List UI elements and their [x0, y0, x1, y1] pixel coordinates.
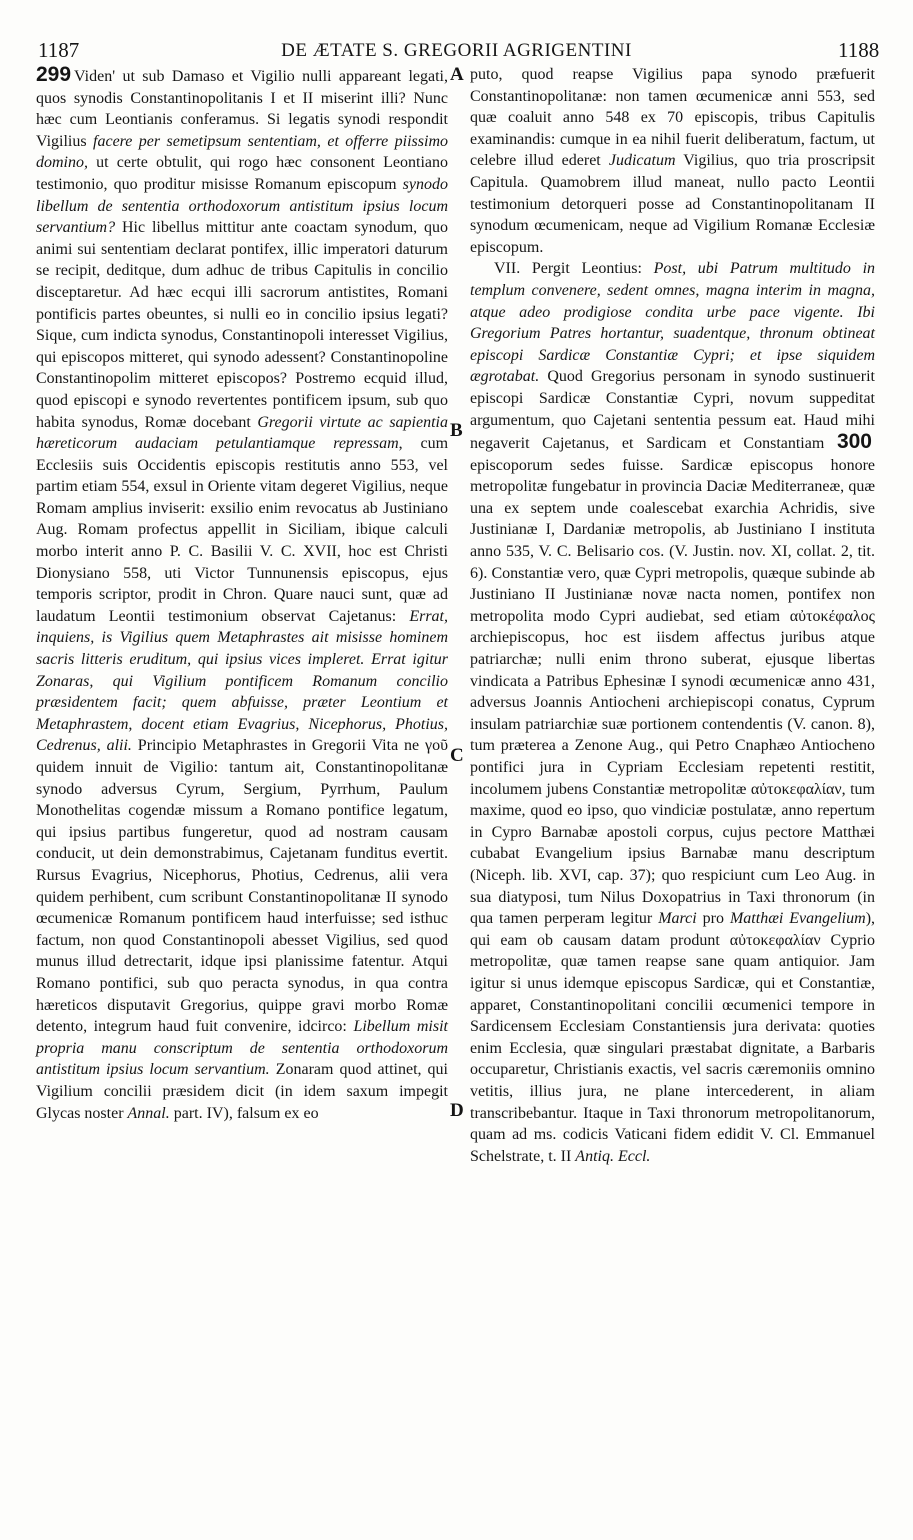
margin-label-b: B: [450, 420, 463, 441]
left-page-number: 1187: [38, 38, 80, 62]
italic-title: Judicatum: [608, 152, 676, 170]
italic-quote: Errat, inquiens, is Vigilius quem Metaphrastes ait misisse hominem sacris litteris eruditum, qui ipsius vices impleret. Errat igitur Zonaras, qui Vigilium pontificem Romanum concilio præsidentem facit; quem abfuisse, præter Leontium et Metaphrastem, docent etiam Evagrius, Nicephorus, Photius, Cedrenus, alii.: [36, 607, 448, 755]
right-paragraph-2: [470, 258, 875, 1167]
right-paragraph-1: [470, 64, 875, 258]
italic-quote: Libellum misit propria manu conscriptum de sententia orthodoxorum antistitum ipsius locum servantium.: [36, 1018, 448, 1079]
text-run: Principio Metaphrastes in Gregorii Vita ne γοῦ quidem innuit de Vigilio: tantum ait, Constantinopolitanæ synodo adversus Cyrum, Sergium, Pyrrhum, Paulum Monothelitas cogendæ missum a Romano pontifice legatum, qui ipsius partibus fungeretur, quod ad nostram causam conducit, ut dein demonstrabimus, Cajetanam funditus evertit. Rursus Evagrius, Nicephorus, Photius, Cedrenus, alii vera quidem perhibent, cum scribunt Constantinopolitanæ II synodo œcumenicæ Romanum pontificem haud interfuisse; sed isthuc factum, non quod Constantinopoli abesset Vigilius, sed quod munus illud detrectarit, idque ipsi planissime fatentur. Atqui Romano pontifici, sub quo peracta synodus, in qua contra hæreticos disputavit Gregorius, quippe gravi morbo Romæ detento, integrum haud fuit convenire, idcirco:: [36, 737, 448, 1036]
text-run: ut certe obtulit, qui rogo hæc consonent Leontiano testimonio, quo proditur misisse Romanum episcopum: [36, 154, 448, 193]
italic-citation: Antiq. Eccl.: [575, 1147, 651, 1165]
left-paragraph: [36, 64, 448, 1124]
italic-citation: Annal.: [127, 1104, 170, 1122]
margin-label-d: D: [450, 1100, 464, 1121]
running-title: DE ÆTATE S. GREGORII AGRIGENTINI: [281, 40, 632, 61]
text-run: Viden' ut sub Damaso et Vigilio nulli appareant legati, quos synodis Constantinopolitanis I et II miserint illi? Nunc hæc cum Leontianis conferamus. Si legatis synodi respondit Vigilius: [36, 68, 448, 150]
text-run: episcoporum sedes fuisse. Sardicæ episcopus honore metropolitæ fungebatur in provincia Daciæ Mediterraneæ, quæ una ex septem unde coalescebat exarchia Achridis, sive Justinianæ I, Dardaniæ metropolis, ab Justiniano I instituta anno 535, V. C. Belisario cos. (V. Justin. nov. XI, collat. 2, tit. 6). Constantiæ vero, quæ Cypri metropolis, quæque subinde ab Justiniano II Justinianæ novæ nacta nomen, pontifex non metropolita modo Cypri audiebat, sed etiam αὐτοκέφαλος archiepiscopus, hoc est iisdem affectus juribus atque patriarchæ; nulli enim throno suberat, ejusque libertas vindicata a Patribus Ephesinæ I synodi œcumenicæ anno 431, adversus Joannis Antiocheni archiepiscopi conatus, Cyprum insulam patriarchiæ suæ portionem contendentis (V. canon. 8), tum præterea a Zenone Aug., qui Petro Cnaphæo Antiocheno pontifici jura in Cypriam Ecclesiam repetenti restitit, incolumem jubens Constantiæ metropolitæ αὐτοκεφαλίαν, tum maxime, quod eo ipso, quo vindiciæ postulatæ, anno repertum in Cypro Barnabæ apostoli corpus, cujus pectore Matthæi cubabat Evangelium ipsius Barnabæ manu descriptum (Niceph. lib. XVI, cap. 37); quo respiciunt cum Leo Aug. in sua diatyposi, tum Nilus Doxopatrius in Taxi thronorum (in qua tamen perperam legitur: [470, 456, 875, 928]
text-run: Zonaram quod attinet, qui Vigilium concilii præsidem dicit (in idem saxum impegit Glycas noster: [36, 1061, 448, 1122]
italic-quote: synodo libellum de sententia orthodoxorum antistitum ipsius locum servantium?: [36, 175, 448, 237]
italic-quote: Post, ubi Patrum multitudo in templum convenere, sedent omnes, magna interim in magna, atque adeo prodigiose condita urbe pace vigente. Ibi Gregorium Patres hortantur, suadentque, thronum obtineat episcopi Sardicæ Constantiæ Cypri; et ipse siquidem ægrotabat.: [470, 260, 876, 386]
text-run: pro: [696, 910, 730, 928]
section-marker-299: 299: [36, 63, 72, 86]
text-run: part. IV), falsum ex eo: [169, 1104, 319, 1122]
italic-word: Matthæi Evangelium: [729, 910, 866, 928]
right-column: [470, 64, 875, 1484]
margin-label-c: C: [450, 745, 464, 766]
text-run: VII. Pergit Leontius:: [494, 260, 654, 278]
text-run: puto, quod reapse Vigilius papa synodo præfuerit Constantinopolitanæ: non tamen œcumenicæ anni 553, sed quæ coaluit anno 548 ex 70 episcopis, tribus Capitulis examinandis: cumque in ea nihil fuerit deliberatum, factum, ut celebre illud ederet: [470, 66, 875, 170]
text-run: Vigilius, quo tria proscripsit Capitula. Quamobrem illud maneat, nullo pacto Leontii testimonium detorqueri posse ad Constantinopolitanam II synodum œcumenicam, neque ad Vigilium Romanæ Ecclesiæ episcopum.: [470, 152, 876, 256]
text-run: , cum Ecclesiis suis Occidentis episcopis restitutis anno 553, vel partim etiam 554, exsul in Oriente vitam degeret Vigilius, neque Romam amplius inviserit: exsilio enim revocatus ab Justiniano Aug. Romam profectus appellit in Siciliam, ibique calculi morbo interit anno P. C. Basilii V. C. XVII, hoc est Christi Dionysiano 558, uti Victor Tunnunensis episcopus, ejus temporis scriptor, prodit in Chron. Quare nauci sunt, quæ ad laudatum Leontii testimonium observat Cajetanus:: [36, 435, 449, 625]
left-column: [36, 64, 448, 1484]
right-page-number: 1188: [838, 38, 880, 62]
text-run: Hic libellus mittitur ante coactam synodum, quo animi sui sententiam declarat pontifex, illic imperatori daturum se recipit, deditque, dum adhuc de tribus Capitulis in concilio disceptaretur. Ad hæc ecqui illi sacrorum antistites, Romani pontificis partes obeuntes, si nulli eo in concilio ipsius legati? Sique, cum indicta synodus, Constantinopoli interesset Vigilius, qui episcopos mitteret, qui synodo adessent? Constantinopoline Constantinopolim mitteret episcopos? Postremo ecquid illud, quod episcopi e synodo revertentes pontificem ipsum, sub quo habita synodus, Romæ docebant: [36, 219, 448, 431]
italic-word: Marci: [658, 910, 697, 928]
text-run: Quod Gregorius personam in synodo sustinuerit episcopi Sardicæ Constantiæ Cypri, novum suppeditat argumentum, quo Cajetani sententia pessum eat. Haud mihi negaverit Cajetanus, et Sardicam et Constantiam: [470, 368, 875, 453]
italic-quote: facere per semetipsum sententiam, et offerre piissimo domino,: [36, 132, 448, 172]
text-run: ), qui eam ob causam datam produnt αὐτοκεφαλίαν Cyprio metropolitæ, quæ tamen reapse sane quam antiquior. Jam igitur si unus idemque episcopus Sardicæ, qui et Constantiæ, apparet, Constantinopolitani concilii œcumenici tempore in Sardicensem Ecclesiam Constantiensis jura derivata: quoties enim Ecclesia, quæ singulari præstabat dignitate, a Barbaris occuparetur, Christianis exactis, vel sacris cæremoniis omnino vetitis, illius jura, ne plane intercederent, in aliam transcribebantur. Itaque in Taxi thronorum metropolitanorum, quam ad ms. codicis Vaticani fidem edidit V. Cl. Emmanuel Schelstrate, t. II: [470, 910, 876, 1165]
section-marker-300: 300: [836, 430, 872, 454]
margin-label-a: A: [450, 64, 464, 85]
italic-quote: Gregorii virtute ac sapientia hæreticorum audaciam petulantiamque repressam: [36, 413, 448, 453]
